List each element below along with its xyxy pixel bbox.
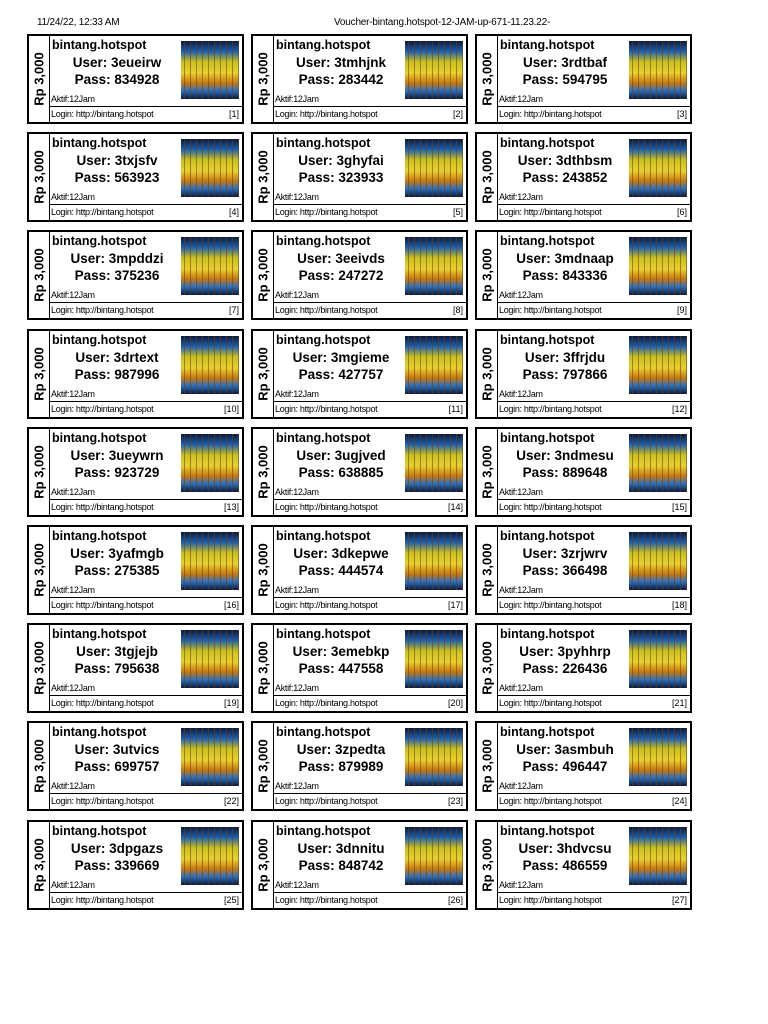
voucher-logo-image — [181, 41, 239, 99]
voucher-logo-image — [629, 237, 687, 295]
voucher-username: User: 3mdnaap — [516, 251, 614, 267]
price-strip — [29, 527, 50, 613]
voucher-username: User: 3pyhhrp — [519, 644, 611, 660]
login-url: Login: http://bintang.hotspot — [499, 698, 602, 709]
login-url: Login: http://bintang.hotspot — [275, 698, 378, 709]
hotspot-name: bintang.hotspot — [500, 332, 595, 347]
voucher-card — [251, 721, 468, 811]
price-strip — [29, 331, 50, 417]
voucher-card — [475, 623, 692, 713]
login-row — [49, 695, 242, 713]
price-strip — [477, 36, 498, 122]
voucher-logo-image — [181, 827, 239, 885]
voucher-password: Pass: 834928 — [74, 72, 160, 87]
voucher-price: Rp 3,000 — [255, 641, 271, 695]
voucher-duration: Aktif:12Jam — [499, 879, 543, 890]
voucher-password: Pass: 879989 — [298, 759, 384, 775]
price-strip — [253, 36, 274, 122]
voucher-card — [475, 34, 692, 124]
login-row — [497, 106, 690, 124]
voucher-password: Pass: 496447 — [522, 759, 608, 775]
login-url: Login: http://bintang.hotspot — [275, 600, 378, 610]
voucher-card — [27, 132, 244, 222]
voucher-password: Pass: 226436 — [522, 661, 608, 677]
voucher-duration: Aktif:12Jam — [275, 290, 319, 301]
voucher-card — [475, 427, 692, 517]
voucher-duration: Aktif:12Jam — [51, 879, 95, 890]
hotspot-name: bintang.hotspot — [500, 529, 595, 543]
voucher-logo-image — [629, 827, 687, 885]
login-row — [497, 499, 690, 517]
login-url: Login: http://bintang.hotspot — [275, 894, 378, 905]
voucher-card — [27, 623, 244, 713]
voucher-password: Pass: 427757 — [298, 366, 384, 382]
voucher-card — [251, 525, 468, 615]
login-row — [273, 106, 466, 124]
voucher-number: [18] — [671, 600, 687, 610]
voucher-logo-image — [405, 532, 463, 590]
voucher-price: Rp 3,000 — [479, 739, 495, 794]
voucher-duration: Aktif:12Jam — [499, 781, 543, 792]
voucher-price: Rp 3,000 — [479, 543, 495, 597]
voucher-card — [27, 820, 244, 910]
voucher-password: Pass: 447558 — [298, 661, 384, 677]
login-url: Login: http://bintang.hotspot — [275, 109, 378, 119]
voucher-password: Pass: 638885 — [298, 464, 384, 480]
login-row — [49, 892, 242, 910]
voucher-price: Rp 3,000 — [31, 641, 47, 695]
price-strip — [29, 134, 50, 220]
voucher-price: Rp 3,000 — [31, 346, 47, 401]
login-url: Login: http://bintang.hotspot — [499, 501, 602, 512]
voucher-logo-image — [181, 630, 239, 688]
voucher-username: User: 3mgieme — [292, 349, 390, 365]
voucher-number: [8] — [452, 305, 463, 316]
login-url: Login: http://bintang.hotspot — [51, 207, 154, 218]
voucher-logo-image — [629, 532, 687, 590]
voucher-card — [475, 525, 692, 615]
voucher-card — [27, 329, 244, 419]
voucher-card — [251, 623, 468, 713]
hotspot-name: bintang.hotspot — [276, 234, 371, 249]
voucher-username: User: 3dthbsm — [517, 153, 613, 169]
hotspot-name: bintang.hotspot — [276, 529, 371, 543]
price-strip — [253, 134, 274, 220]
login-url: Login: http://bintang.hotspot — [499, 894, 602, 905]
voucher-number: [26] — [447, 894, 463, 905]
voucher-number: [25] — [223, 894, 239, 905]
voucher-duration: Aktif:12Jam — [51, 781, 95, 792]
voucher-price: Rp 3,000 — [31, 739, 47, 794]
voucher-logo-image — [629, 336, 687, 394]
voucher-card — [475, 132, 692, 222]
voucher-number: [7] — [228, 305, 239, 316]
voucher-duration: Aktif:12Jam — [275, 388, 319, 399]
login-url: Login: http://bintang.hotspot — [499, 796, 602, 807]
document-title: Voucher-bintang.hotspot-12-JAM-up-671-11.23.22- — [334, 17, 551, 28]
login-url: Login: http://bintang.hotspot — [275, 207, 378, 218]
voucher-logo-image — [181, 237, 239, 295]
voucher-number: [5] — [452, 207, 463, 218]
voucher-number: [27] — [671, 894, 687, 905]
voucher-logo-image — [405, 630, 463, 688]
voucher-price: Rp 3,000 — [31, 543, 47, 597]
voucher-username: User: 3drtext — [75, 349, 159, 365]
voucher-password: Pass: 889648 — [522, 464, 608, 480]
voucher-password: Pass: 243852 — [522, 170, 608, 186]
hotspot-name: bintang.hotspot — [52, 725, 147, 740]
voucher-card — [475, 230, 692, 320]
login-row — [273, 204, 466, 222]
voucher-username: User: 3dpgazs — [70, 840, 164, 856]
voucher-price: Rp 3,000 — [31, 248, 47, 303]
voucher-duration: Aktif:12Jam — [51, 388, 95, 399]
voucher-duration: Aktif:12Jam — [499, 585, 543, 595]
voucher-price: Rp 3,000 — [255, 543, 271, 597]
voucher-number: [3] — [676, 109, 687, 119]
voucher-password: Pass: 795638 — [74, 661, 160, 677]
voucher-number: [14] — [447, 501, 463, 512]
hotspot-name: bintang.hotspot — [276, 725, 371, 740]
voucher-price: Rp 3,000 — [31, 445, 47, 499]
login-url: Login: http://bintang.hotspot — [275, 501, 378, 512]
voucher-duration: Aktif:12Jam — [51, 486, 95, 497]
voucher-duration: Aktif:12Jam — [499, 388, 543, 399]
voucher-logo-image — [629, 434, 687, 492]
login-row — [273, 892, 466, 910]
voucher-duration: Aktif:12Jam — [499, 192, 543, 203]
voucher-logo-image — [629, 630, 687, 688]
voucher-price: Rp 3,000 — [31, 150, 47, 204]
price-strip — [477, 723, 498, 809]
login-row — [273, 597, 466, 615]
voucher-number: [16] — [223, 600, 239, 610]
voucher-number: [10] — [223, 403, 239, 414]
login-url: Login: http://bintang.hotspot — [499, 207, 602, 218]
voucher-duration: Aktif:12Jam — [275, 486, 319, 497]
login-row — [497, 892, 690, 910]
login-row — [497, 695, 690, 713]
voucher-number: [13] — [223, 501, 239, 512]
voucher-username: User: 3txjsfv — [76, 153, 158, 169]
voucher-duration: Aktif:12Jam — [51, 94, 95, 104]
voucher-price: Rp 3,000 — [479, 445, 495, 499]
hotspot-name: bintang.hotspot — [52, 38, 147, 52]
voucher-username: User: 3zpedta — [296, 742, 386, 758]
voucher-duration: Aktif:12Jam — [275, 879, 319, 890]
voucher-username: User: 3utvics — [74, 742, 160, 758]
voucher-duration: Aktif:12Jam — [499, 683, 543, 694]
login-row — [49, 401, 242, 419]
voucher-username: User: 3zrjwrv — [522, 546, 608, 561]
login-row — [49, 204, 242, 222]
voucher-price: Rp 3,000 — [31, 837, 47, 892]
voucher-password: Pass: 797866 — [522, 366, 608, 382]
voucher-number: [23] — [447, 796, 463, 807]
voucher-card — [27, 230, 244, 320]
voucher-card — [251, 230, 468, 320]
voucher-duration: Aktif:12Jam — [275, 683, 319, 694]
voucher-duration: Aktif:12Jam — [51, 192, 95, 203]
voucher-price: Rp 3,000 — [479, 346, 495, 401]
login-url: Login: http://bintang.hotspot — [51, 109, 154, 119]
login-url: Login: http://bintang.hotspot — [499, 109, 602, 119]
price-strip — [477, 134, 498, 220]
hotspot-name: bintang.hotspot — [276, 136, 371, 151]
voucher-username: User: 3ndmesu — [516, 447, 614, 463]
voucher-number: [9] — [676, 305, 687, 316]
voucher-duration: Aktif:12Jam — [275, 192, 319, 203]
voucher-username: User: 3emebkp — [292, 644, 390, 660]
login-row — [49, 499, 242, 517]
login-url: Login: http://bintang.hotspot — [499, 600, 602, 610]
voucher-password: Pass: 283442 — [298, 72, 384, 87]
voucher-username: User: 3ueywrn — [70, 447, 164, 463]
login-url: Login: http://bintang.hotspot — [51, 894, 154, 905]
hotspot-name: bintang.hotspot — [52, 136, 147, 151]
voucher-logo-image — [181, 139, 239, 197]
voucher-username: User: 3ghyfai — [298, 153, 384, 169]
price-strip — [253, 527, 274, 613]
login-row — [273, 499, 466, 517]
hotspot-name: bintang.hotspot — [52, 823, 147, 838]
voucher-price: Rp 3,000 — [255, 150, 271, 204]
voucher-username: User: 3tgjejb — [76, 644, 158, 660]
voucher-password: Pass: 323933 — [298, 170, 384, 186]
voucher-card — [251, 820, 468, 910]
price-strip — [477, 822, 498, 908]
voucher-password: Pass: 923729 — [74, 464, 160, 480]
voucher-username: User: 3ffrjdu — [524, 349, 606, 365]
hotspot-name: bintang.hotspot — [276, 430, 371, 445]
voucher-duration: Aktif:12Jam — [51, 585, 95, 595]
voucher-number: [2] — [452, 109, 463, 119]
voucher-number: [11] — [448, 403, 463, 414]
voucher-price: Rp 3,000 — [479, 150, 495, 204]
voucher-duration: Aktif:12Jam — [51, 290, 95, 301]
hotspot-name: bintang.hotspot — [52, 332, 147, 347]
voucher-card — [475, 329, 692, 419]
hotspot-name: bintang.hotspot — [500, 234, 595, 249]
voucher-logo-image — [181, 728, 239, 786]
voucher-password: Pass: 699757 — [74, 759, 160, 775]
login-url: Login: http://bintang.hotspot — [275, 305, 378, 316]
login-url: Login: http://bintang.hotspot — [51, 305, 154, 316]
print-datetime: 11/24/22, 12:33 AM — [37, 17, 120, 28]
login-row — [273, 793, 466, 811]
price-strip — [477, 331, 498, 417]
hotspot-name: bintang.hotspot — [500, 38, 595, 52]
voucher-password: Pass: 339669 — [74, 857, 160, 873]
login-row — [49, 793, 242, 811]
hotspot-name: bintang.hotspot — [276, 823, 371, 838]
login-url: Login: http://bintang.hotspot — [499, 305, 602, 316]
voucher-username: User: 3mpddzi — [70, 251, 164, 267]
voucher-duration: Aktif:12Jam — [275, 94, 319, 104]
voucher-password: Pass: 375236 — [74, 268, 160, 284]
voucher-logo-image — [405, 237, 463, 295]
voucher-logo-image — [405, 827, 463, 885]
voucher-username: User: 3rdtbaf — [522, 55, 608, 70]
voucher-card — [475, 820, 692, 910]
login-row — [497, 401, 690, 419]
voucher-number: [20] — [447, 698, 463, 709]
login-row — [49, 106, 242, 124]
voucher-password: Pass: 594795 — [522, 72, 608, 87]
hotspot-name: bintang.hotspot — [500, 627, 595, 642]
voucher-price: Rp 3,000 — [31, 52, 47, 106]
price-strip — [253, 331, 274, 417]
voucher-logo-image — [629, 139, 687, 197]
login-row — [497, 793, 690, 811]
login-row — [49, 597, 242, 615]
login-row — [497, 597, 690, 615]
voucher-username: User: 3yafmgb — [70, 546, 164, 561]
voucher-username: User: 3ugjved — [296, 447, 386, 463]
price-strip — [29, 429, 50, 515]
hotspot-name: bintang.hotspot — [500, 725, 595, 740]
voucher-logo-image — [405, 434, 463, 492]
login-row — [497, 204, 690, 222]
voucher-card — [251, 132, 468, 222]
login-row — [273, 302, 466, 320]
login-url: Login: http://bintang.hotspot — [51, 796, 154, 807]
price-strip — [477, 625, 498, 711]
voucher-username: User: 3eueirw — [72, 55, 162, 70]
voucher-number: [4] — [228, 207, 239, 218]
voucher-number: [19] — [223, 698, 239, 709]
login-url: Login: http://bintang.hotspot — [499, 403, 602, 414]
voucher-username: User: 3dkepwe — [293, 546, 389, 561]
price-strip — [253, 723, 274, 809]
hotspot-name: bintang.hotspot — [276, 38, 371, 52]
voucher-card — [27, 427, 244, 517]
voucher-username: User: 3hdvcsu — [518, 840, 612, 856]
voucher-username: User: 3eeivds — [297, 251, 385, 267]
voucher-card — [251, 427, 468, 517]
login-url: Login: http://bintang.hotspot — [51, 403, 154, 414]
voucher-duration: Aktif:12Jam — [499, 290, 543, 301]
login-url: Login: http://bintang.hotspot — [51, 698, 154, 709]
voucher-price: Rp 3,000 — [255, 837, 271, 892]
voucher-duration: Aktif:12Jam — [275, 781, 319, 792]
price-strip — [477, 429, 498, 515]
price-strip — [253, 625, 274, 711]
voucher-number: [22] — [223, 796, 239, 807]
price-strip — [253, 822, 274, 908]
voucher-logo-image — [181, 336, 239, 394]
voucher-username: User: 3dnnitu — [297, 840, 385, 856]
voucher-logo-image — [405, 336, 463, 394]
voucher-password: Pass: 444574 — [298, 563, 384, 578]
voucher-price: Rp 3,000 — [479, 837, 495, 892]
voucher-price: Rp 3,000 — [255, 248, 271, 303]
login-url: Login: http://bintang.hotspot — [275, 403, 378, 414]
voucher-card — [27, 721, 244, 811]
hotspot-name: bintang.hotspot — [52, 234, 147, 249]
voucher-number: [17] — [447, 600, 463, 610]
voucher-logo-image — [405, 139, 463, 197]
voucher-number: [21] — [671, 698, 687, 709]
voucher-card — [27, 34, 244, 124]
voucher-username: User: 3asmbuh — [516, 742, 614, 758]
price-strip — [29, 36, 50, 122]
price-strip — [253, 232, 274, 318]
voucher-price: Rp 3,000 — [255, 52, 271, 106]
voucher-card — [251, 329, 468, 419]
login-row — [497, 302, 690, 320]
voucher-price: Rp 3,000 — [479, 641, 495, 695]
voucher-logo-image — [181, 532, 239, 590]
voucher-number: [24] — [671, 796, 687, 807]
voucher-password: Pass: 486559 — [522, 857, 608, 873]
voucher-number: [15] — [671, 501, 687, 512]
hotspot-name: bintang.hotspot — [276, 627, 371, 642]
hotspot-name: bintang.hotspot — [52, 627, 147, 642]
voucher-logo-image — [405, 41, 463, 99]
voucher-password: Pass: 843336 — [522, 268, 608, 284]
voucher-duration: Aktif:12Jam — [51, 683, 95, 694]
price-strip — [477, 527, 498, 613]
hotspot-name: bintang.hotspot — [500, 430, 595, 445]
voucher-username: User: 3tmhjnk — [295, 55, 387, 70]
hotspot-name: bintang.hotspot — [52, 430, 147, 445]
voucher-price: Rp 3,000 — [479, 248, 495, 303]
voucher-number: [1] — [228, 109, 239, 119]
voucher-price: Rp 3,000 — [255, 346, 271, 401]
hotspot-name: bintang.hotspot — [52, 529, 147, 543]
voucher-number: [12] — [671, 403, 687, 414]
voucher-password: Pass: 275385 — [74, 563, 160, 578]
voucher-logo-image — [405, 728, 463, 786]
price-strip — [29, 822, 50, 908]
hotspot-name: bintang.hotspot — [276, 332, 371, 347]
price-strip — [29, 723, 50, 809]
price-strip — [253, 429, 274, 515]
voucher-password: Pass: 987996 — [74, 366, 160, 382]
price-strip — [29, 232, 50, 318]
price-strip — [477, 232, 498, 318]
voucher-logo-image — [181, 434, 239, 492]
hotspot-name: bintang.hotspot — [500, 823, 595, 838]
voucher-password: Pass: 848742 — [298, 857, 384, 873]
voucher-number: [6] — [676, 207, 687, 218]
login-url: Login: http://bintang.hotspot — [51, 501, 154, 512]
login-row — [49, 302, 242, 320]
login-url: Login: http://bintang.hotspot — [275, 796, 378, 807]
voucher-duration: Aktif:12Jam — [499, 486, 543, 497]
voucher-logo-image — [629, 728, 687, 786]
login-row — [273, 695, 466, 713]
price-strip — [29, 625, 50, 711]
voucher-price: Rp 3,000 — [479, 52, 495, 106]
voucher-password: Pass: 366498 — [522, 563, 608, 578]
voucher-card — [475, 721, 692, 811]
voucher-password: Pass: 247272 — [298, 268, 384, 284]
voucher-duration: Aktif:12Jam — [275, 585, 319, 595]
voucher-price: Rp 3,000 — [255, 445, 271, 499]
voucher-card — [27, 525, 244, 615]
voucher-logo-image — [629, 41, 687, 99]
voucher-password: Pass: 563923 — [74, 170, 160, 186]
voucher-card — [251, 34, 468, 124]
login-url: Login: http://bintang.hotspot — [51, 600, 154, 610]
voucher-duration: Aktif:12Jam — [499, 94, 543, 104]
hotspot-name: bintang.hotspot — [500, 136, 595, 151]
voucher-price: Rp 3,000 — [255, 739, 271, 794]
login-row — [273, 401, 466, 419]
